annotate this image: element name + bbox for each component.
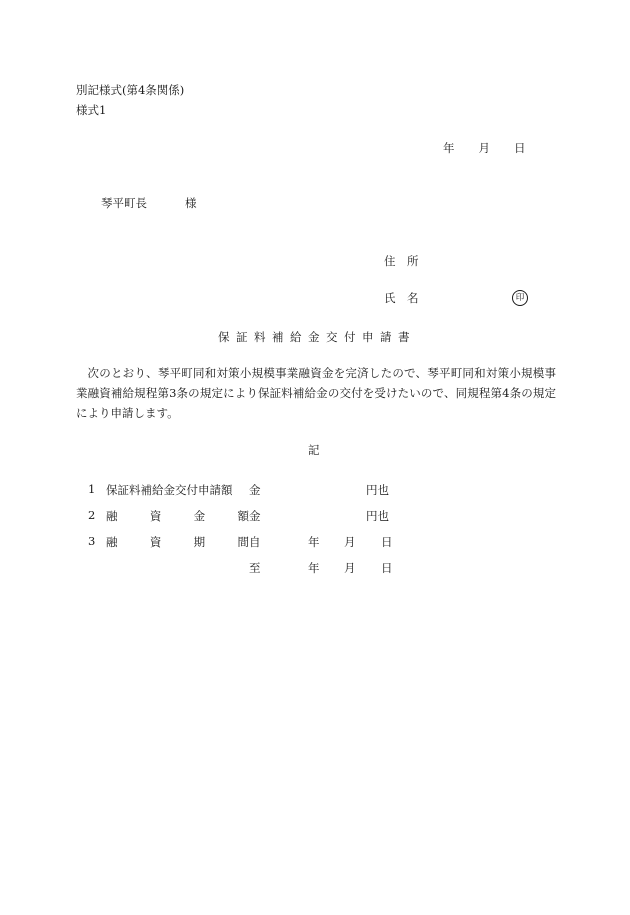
date-year: 年: [443, 141, 455, 155]
seal-stamp-icon: 印: [512, 290, 528, 306]
item-number: 1: [88, 482, 96, 496]
period-from-month: 月: [344, 535, 356, 549]
item-label: 保証料補給金交付申請額: [106, 483, 233, 497]
item-prefix: 金: [249, 509, 261, 523]
period-to-day: 日: [381, 561, 393, 575]
document-title: 保証料補給金交付申請書: [218, 330, 416, 344]
item-number: 2: [88, 508, 96, 522]
period-to-year: 年: [308, 561, 320, 575]
item-number: 3: [88, 534, 96, 548]
period-from-day: 日: [381, 535, 393, 549]
addressee-honorific: 様: [185, 196, 197, 210]
period-from-year: 年: [308, 535, 320, 549]
ki-heading: 記: [308, 443, 320, 457]
item-suffix: 円也: [366, 483, 389, 497]
item-label: 融 資 金 額: [106, 509, 249, 523]
item-prefix: 金: [249, 483, 261, 497]
form-reference: 別記様式(第4条関係): [76, 83, 185, 97]
addressee-name: 琴平町長: [101, 196, 147, 210]
period-to: 至: [249, 561, 261, 575]
form-number: 様式1: [76, 103, 107, 117]
item-suffix: 円也: [366, 509, 389, 523]
addressee: [101, 197, 197, 211]
date-line: [443, 142, 526, 156]
period-from: 自: [249, 535, 261, 549]
name-label: 氏 名: [384, 291, 419, 305]
date-day: 日: [514, 141, 526, 155]
body-paragraph: 次のとおり、琴平町同和対策小規模事業融資金を完済したので、琴平町同和対策小規模事業融資補給規程第3条の規定により保証料補給金の交付を受けたいので、同規程第4条の規定により申請します。: [76, 366, 556, 420]
period-to-month: 月: [344, 561, 356, 575]
address-label: 住 所: [384, 254, 419, 268]
item-label: 融 資 期 間: [106, 535, 249, 549]
date-month: 月: [478, 141, 490, 155]
